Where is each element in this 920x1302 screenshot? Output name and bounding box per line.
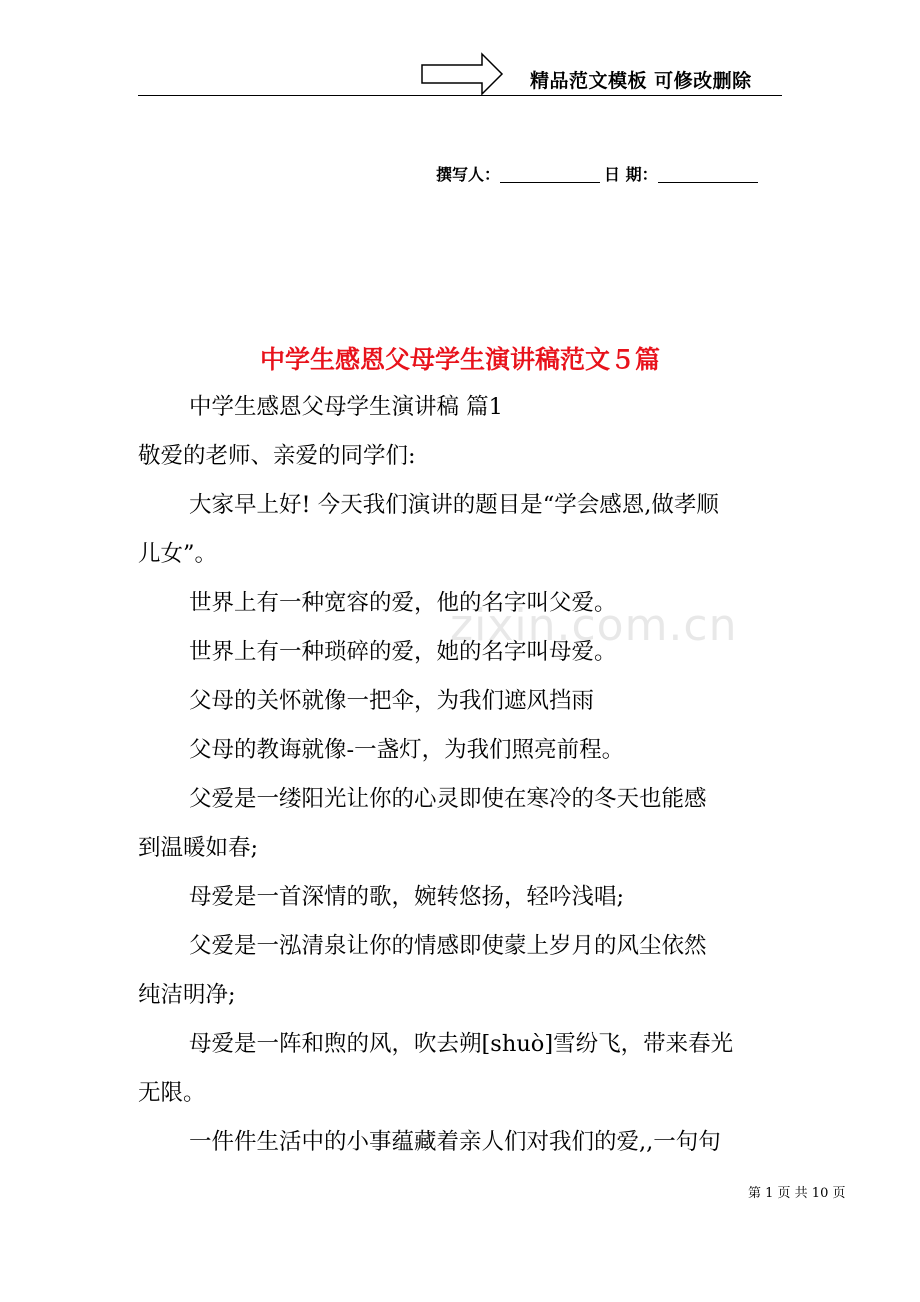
paragraph-line: 母爱是一阵和煦的风，吹去朔[shuò]雪纷飞，带来春光 <box>189 1031 734 1057</box>
paragraph-line: 父母的教诲就像-一盏灯，为我们照亮前程。 <box>189 737 625 763</box>
paragraph-line: 世界上有一种琐碎的爱，她的名字叫母爱。 <box>189 639 617 665</box>
watermark: zixin.com.cn <box>450 600 738 651</box>
arrow-icon <box>420 52 504 100</box>
salutation: 敬爱的老师、亲爱的同学们: <box>138 443 416 469</box>
header-divider <box>138 95 782 96</box>
author-date-line <box>436 162 758 185</box>
paragraph-line: 父母的关怀就像一把伞，为我们遮风挡雨 <box>189 688 595 714</box>
document-title: 中学生感恩父母学生演讲稿范文５篇 <box>259 345 660 374</box>
paragraph-line: 一件件生活中的小事蕴藏着亲人们对我们的爱,,一句句 <box>189 1129 721 1155</box>
date-blank <box>658 166 758 183</box>
date-label: 日 期： <box>604 165 658 184</box>
paragraph-line: 世界上有一种宽容的爱，他的名字叫父爱。 <box>189 590 617 616</box>
paragraph-line: 父爱是一泓清泉让你的情感即使蒙上岁月的风尘依然 <box>189 933 707 959</box>
section-heading: 中学生感恩父母学生演讲稿 篇1 <box>189 394 503 420</box>
author-blank <box>500 166 600 183</box>
paragraph-line: 大家早上好! 今天我们演讲的题目是“学会感恩,做孝顺 <box>189 492 719 518</box>
paragraph-line: 无限。 <box>138 1080 206 1106</box>
document-body <box>138 383 788 1167</box>
paragraph-line: 纯洁明净; <box>138 982 236 1008</box>
paragraph-line: 父爱是一缕阳光让你的心灵即使在寒冷的冬天也能感 <box>189 786 707 812</box>
paragraph-line: 儿女”。 <box>138 541 218 567</box>
author-label: 撰写人： <box>436 165 501 184</box>
paragraph-line: 母爱是一首深情的歌，婉转悠扬，轻吟浅唱; <box>189 884 625 910</box>
template-label: 精品范文模板 可修改删除 <box>530 70 752 92</box>
page-number: 第 1 页 共 10 页 <box>748 1186 846 1201</box>
paragraph-line: 到温暖如春; <box>138 835 259 861</box>
